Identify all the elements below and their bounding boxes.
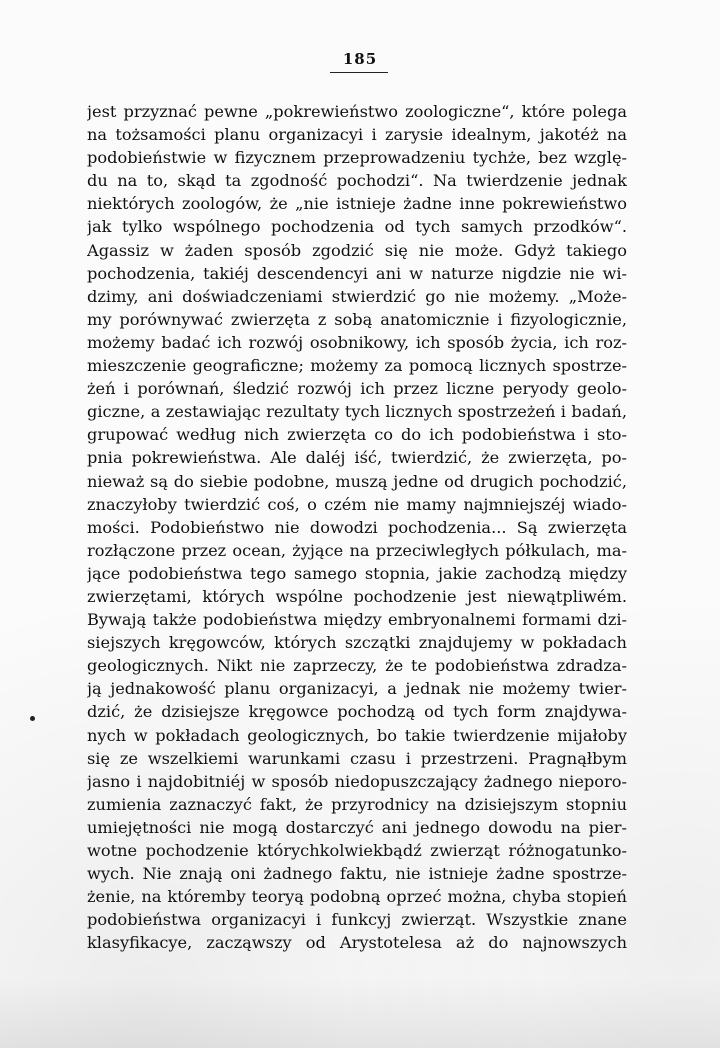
text-line: rozłączone przez ocean, żyjące na przeciwległych półkulach, ma- xyxy=(87,540,627,560)
text-line: my porównywać zwierzęta z sobą anatomicznie i fizyologicznie, xyxy=(87,309,627,329)
text-line: niektórych zoologów, że „nie istnieje żadne inne pokrewieństwo xyxy=(87,194,627,214)
text-line: Bywają także podobieństwa między embryonalnemi formami dzi- xyxy=(87,610,627,630)
text-line: znaczyłoby twierdzić coś, o czém nie mamy najmniejszéj wiado- xyxy=(87,494,627,514)
margin-mark xyxy=(30,716,35,721)
text-line: grupować według nich zwierzęta co do ich podobieństwa i sto- xyxy=(87,425,627,445)
text-line: klasyfikacye, zacząwszy od Arystotelesa aż do najnowszych xyxy=(87,933,627,953)
text-line: siejszych kręgowców, których szczątki znajdujemy w pokładach xyxy=(87,633,627,653)
text-line: ją jednakowość planu organizacyi, a jednak nie możemy twier- xyxy=(87,679,627,699)
text-line: możemy badać ich rozwój osobnikowy, ich sposób życia, ich roz- xyxy=(87,332,627,352)
text-line: żeń i porównań, śledzić rozwój ich przez liczne peryody geolo- xyxy=(87,379,627,399)
text-line: wych. Nie znają oni żadnego faktu, nie istnieje żadne spostrze- xyxy=(87,864,627,884)
text-line: dzimy, ani doświadczeniami stwierdzić go nie możemy. „Może- xyxy=(87,286,627,306)
page-shadow xyxy=(0,978,720,1048)
text-line: geologicznych. Nikt nie zaprzeczy, że te podobieństwa zdradza- xyxy=(87,656,627,676)
text-line: podobieństwa organizacyi i funkcyj zwierząt. Wszystkie znane xyxy=(87,910,627,930)
text-line: mieszczenie geograficzne; możemy za pomocą licznych spostrze- xyxy=(87,356,627,376)
text-line: nych w pokładach geologicznych, bo takie twierdzenie mijałoby xyxy=(87,725,627,745)
text-line: dzić, że dzisiejsze kręgowce pochodzą od tych form znajdywa- xyxy=(87,702,627,722)
body-text xyxy=(87,100,627,954)
text-line: giczne, a zestawiając rezultaty tych licznych spostrzeżeń i badań, xyxy=(87,402,627,422)
text-line: wotne pochodzenie którychkolwiekbądź zwierząt różnogatunko- xyxy=(87,841,627,860)
text-line: pnia pokrewieństwa. Ale daléj iść, twierdzić, że zwierzęta, po- xyxy=(87,448,627,468)
text-line: zwierzętami, których wspólne pochodzenie jest niewątpliwém. xyxy=(87,586,627,606)
text-line: nieważ są do siebie podobne, muszą jedne od drugich pochodzić, xyxy=(87,471,627,491)
text-line: jące podobieństwa tego samego stopnia, jakie zachodzą między xyxy=(87,563,627,583)
text-line: na tożsamości planu organizacyi i zarysie idealnym, jakotéż na xyxy=(87,125,627,145)
text-line: Agassiz w żaden sposób zgodzić się nie może. Gdyż takiego xyxy=(87,240,627,260)
text-line: umiejętności nie mogą dostarczyć ani jednego dowodu na pier- xyxy=(87,817,627,837)
text-line: jak tylko wspólnego pochodzenia od tych samych przodków“. xyxy=(87,217,627,237)
page-number-rule xyxy=(330,72,388,73)
text-line: du na to, skąd ta zgodność pochodzi“. Na twierdzenie jednak xyxy=(87,171,627,191)
text-line: jasno i najdobitniéj w sposób niedopuszczający żadnego nieporo- xyxy=(87,771,627,791)
text-line: podobieństwie w fizycznem przeprowadzeniu tychże, bez wzglę- xyxy=(87,148,627,168)
text-line: żenie, na któremby teoryą podobną oprzeć można, chyba stopień xyxy=(87,887,627,907)
text-line: mości. Podobieństwo nie dowodzi pochodzenia... Są zwierzęta xyxy=(87,517,627,537)
text-line: pochodzenia, takiéj descendencyi ani w naturze nigdzie nie wi- xyxy=(87,263,627,283)
text-line: zumienia zaznaczyć fakt, że przyrodnicy na dzisiejszym stopniu xyxy=(87,794,627,814)
page-number: 185 xyxy=(342,50,378,68)
text-line: się ze wszelkiemi warunkami czasu i przestrzeni. Pragnąłbym xyxy=(87,748,627,768)
text-line: jest przyznać pewne „pokrewieństwo zoologiczne“, które polega xyxy=(87,102,627,121)
